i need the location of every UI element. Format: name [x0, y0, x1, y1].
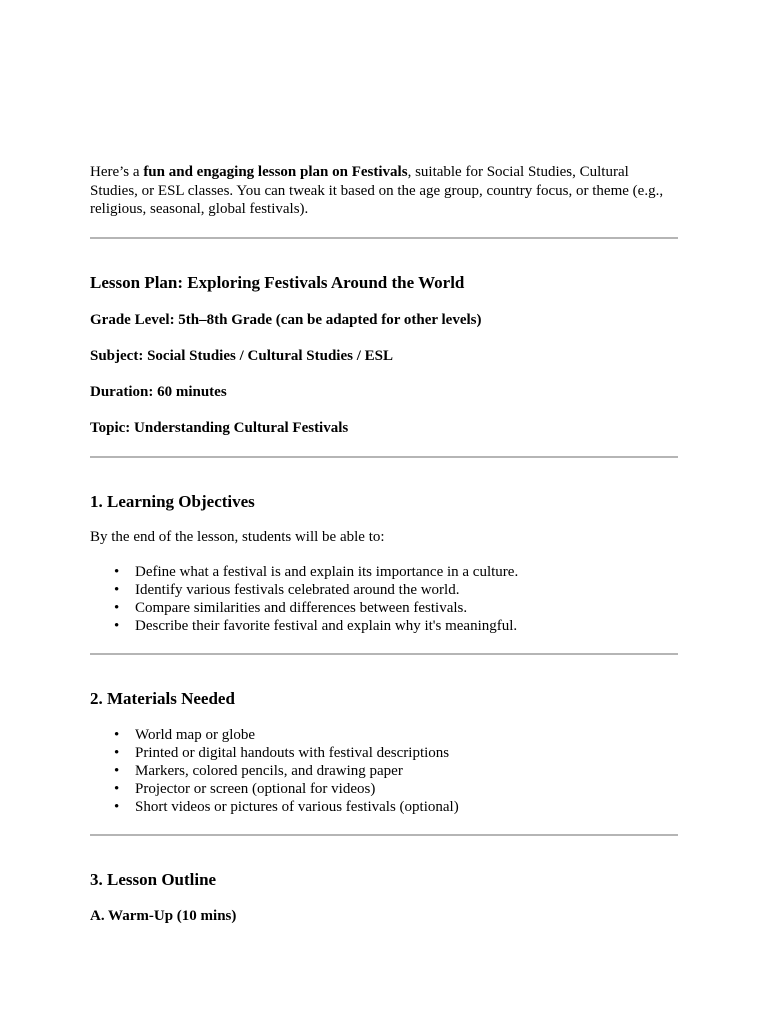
- divider: [90, 456, 678, 458]
- document-page: [90, 163, 678, 926]
- bullet-icon: •: [114, 617, 120, 634]
- materials-list: [90, 726, 678, 816]
- list-item-text: Define what a festival is and explain its importance in a culture.: [135, 563, 519, 580]
- intro-paragraph: [90, 163, 678, 219]
- list-item: [114, 617, 678, 635]
- list-item: [114, 780, 678, 798]
- bullet-icon: •: [114, 563, 120, 580]
- list-item-text: Projector or screen (optional for videos): [135, 780, 376, 797]
- bullet-icon: •: [114, 780, 120, 797]
- list-item: [114, 599, 678, 617]
- divider: [90, 653, 678, 655]
- list-item: [114, 726, 678, 744]
- list-item: [114, 798, 678, 816]
- list-item-text: Compare similarities and differences between festivals.: [135, 599, 468, 616]
- plan-title: Lesson Plan: Exploring Festivals Around the World: [90, 272, 465, 292]
- intro-bold: fun and engaging lesson plan on Festivals: [143, 164, 408, 180]
- list-item-text: Markers, colored pencils, and drawing paper: [135, 762, 403, 779]
- bullet-icon: •: [114, 581, 120, 598]
- list-item: [114, 581, 678, 599]
- outline-heading: 3. Lesson Outline: [90, 869, 217, 889]
- list-item: [114, 563, 678, 581]
- list-item: [114, 744, 678, 762]
- bullet-icon: •: [114, 762, 120, 779]
- intro-rest: , suitable for Social Studies, Cultural Studies, or ESL classes. You can tweak it based on the age group, country focus, or theme (e.g., religious, seasonal, global festivals).: [90, 164, 664, 217]
- list-item-text: Short videos or pictures of various festivals (optional): [135, 798, 459, 815]
- topic: Topic: Understanding Cultural Festivals: [90, 419, 349, 436]
- bullet-icon: •: [114, 798, 120, 815]
- list-item-text: Printed or digital handouts with festival descriptions: [135, 744, 450, 761]
- grade-level: Grade Level: 5th–8th Grade (can be adapted for other levels): [90, 311, 482, 328]
- materials-heading: 2. Materials Needed: [90, 688, 235, 708]
- bullet-icon: •: [114, 744, 120, 761]
- objectives-list: [90, 563, 678, 635]
- warmup-subheading: A. Warm-Up (10 mins): [90, 907, 237, 924]
- list-item: [114, 762, 678, 780]
- intro-lead: Here’s a: [90, 164, 144, 180]
- objectives-lead: By the end of the lesson, students will be able to:: [90, 528, 385, 545]
- bullet-icon: •: [114, 726, 120, 743]
- duration: Duration: 60 minutes: [90, 383, 227, 400]
- objectives-heading: 1. Learning Objectives: [90, 491, 255, 511]
- bullet-icon: •: [114, 599, 120, 616]
- list-item-text: Identify various festivals celebrated around the world.: [135, 581, 460, 598]
- list-item-text: Describe their favorite festival and explain why it's meaningful.: [135, 617, 518, 634]
- divider: [90, 834, 678, 836]
- divider: [90, 237, 678, 239]
- subject: Subject: Social Studies / Cultural Studies / ESL: [90, 347, 393, 364]
- list-item-text: World map or globe: [135, 726, 256, 743]
